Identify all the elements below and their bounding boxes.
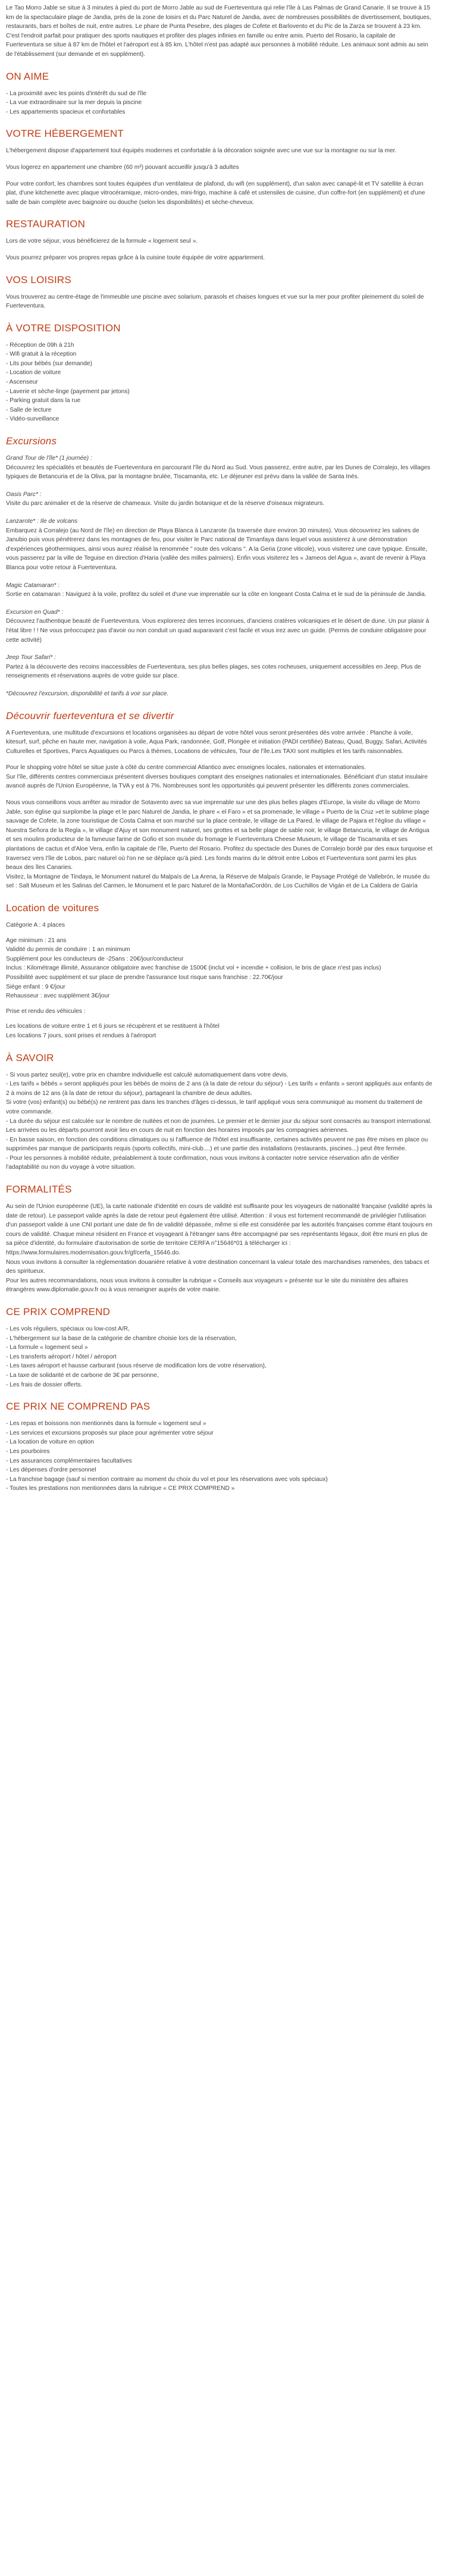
section-title-savoir: À SAVOIR bbox=[6, 1052, 54, 1063]
excursion-block bbox=[6, 490, 433, 509]
excursion-description: Découvrez les spécialités et beautés de Fuerteventura en parcourant l'île du Nord au Sud. Vous passerez, entre autre, par les Dunes de Corralejo, les villages typiques de Betancuria et de la Oliva, par la montagne brulée, Tiscamanita, etc. Le déjeuner est prévu dans la vallée de Santa Inés. bbox=[6, 464, 431, 481]
list-item: - Les tarifs « bébés » seront appliqués pour les bébés de moins de 2 ans (à la date de retour du séjour) - Les tarifs « enfants » seront appliqués aux enfants de 2 à moins de 12 ans (à la date de retour du séjour), partageant la chambre de deux adultes. bbox=[6, 1081, 433, 1097]
restauration-paragraph: Lors de votre séjour, vous bénéficierez de la formule « logement seul ». bbox=[6, 238, 198, 245]
voiture-line: Prise et rendu des véhicules : bbox=[6, 1008, 86, 1015]
intro-paragraph: Le Tao Morro Jable se situe à 3 minutes à pied du port de Morro Jable au sud de Fuerteventura qui relie l'île à Las Palmas de Grand Canarie. Il se trouve à 15 km de la spectaculaire plage de Jandia, près de la zone de loisirs et du Parc Naturel de Jandia, avec de nombreuses possibilités de divertissement, boutiques, restaurants, bars et boîtes de nuit, entre autres. Le phare de Punta Pesebre, des plages de Cofete et Barlovento et du Pic de la Zarza se trouvent à 23 km. C'est l'endroit parfait pour pratiquer des sports nautiques et profiter des plages infinies en famille ou entre amis. Puerto del Rosario, la capitale de Fuerteventura se situe à 87 km de l'hôtel et l'aéroport est à 85 km. L'hôtel n'est pas adapté aux personnes à mobilité réduite. Les animaux sont admis au sein de l'établissement (sur demande et en supplément). bbox=[6, 5, 431, 58]
excursion-title: Oasis Parc* : bbox=[6, 491, 42, 498]
list-item: - Les services et excursions proposés sur place pour agrémenter votre séjour bbox=[6, 1429, 214, 1436]
list-item: - Les repas et boissons non mentionnés dans la formule « logement seul » bbox=[6, 1420, 206, 1427]
section-formalites bbox=[6, 1183, 433, 1295]
section-title-ne-comprend: CE PRIX NE COMPREND PAS bbox=[6, 1401, 151, 1413]
loisirs-paragraph: Vous trouverez au centre-étage de l'immeuble une piscine avec solarium, parasols et chaises longues et vue sur la mer pour profiter pleinement du soleil de Fuerteventura. bbox=[6, 293, 424, 310]
excursion-block bbox=[6, 454, 433, 482]
on-aime-list bbox=[6, 89, 433, 117]
voitures-details bbox=[6, 921, 433, 1041]
list-item: - Location de voiture bbox=[6, 369, 61, 376]
list-item: - Les dépenses d'ordre personnel bbox=[6, 1467, 96, 1474]
section-title-disposition: À VOTRE DISPOSITION bbox=[6, 322, 121, 334]
list-item: - Les assurances complémentaires facultatives bbox=[6, 1457, 132, 1464]
list-item: - L'hébergement sur la base de la catégorie de chambre choisie lors de la réservation, bbox=[6, 1335, 237, 1342]
list-item: - Vidéo-surveillance bbox=[6, 416, 59, 423]
disposition-list bbox=[6, 341, 433, 424]
excursion-title: Magic Catamaran* : bbox=[6, 582, 60, 589]
list-item: - En basse saison, en fonction des conditions climatiques ou si l'affluence de l'hôtel est insuffisante, certaines activités peuvent ne pas être mises en place ou supprimées par manque de participants requis (sports collectifs, mini-club....) et une partie des installations (restaurants, piscines...) peut être fermée. bbox=[6, 1136, 428, 1153]
list-item: - Salle de lecture bbox=[6, 406, 52, 413]
section-title-formalites: FORMALITÉS bbox=[6, 1184, 72, 1196]
voiture-line: Siège enfant : 9 €/jour bbox=[6, 983, 65, 990]
excursion-description: Sortie en catamaran : Naviguez à la voile, profitez du soleil et d'une vue imprenable sur la côte en longeant Costa Calma et le sud de la péninsule de Jandia. bbox=[6, 591, 427, 598]
decouvrir-paragraph: A Fuerteventura, une multitude d'excursions et locations organisées au départ de votre hôtel vous seront présentées dès votre arrivée : Planche à voile, kitesurf, surf, pêche en haute mer, navigation à voile, Aqua Park, randonnée, Golf, Plongée et initiation (PADI certifiée) Bateau, Quad, Buggy, Safari, Activités Culturelles et Sportives, Parcs Aquatiques ou Parcs à thèmes, Locations de véhicules, Tour de l'île.Les TAXI sont multiples et les tarifs raisonnables. bbox=[6, 729, 427, 755]
formalites-paragraph: Au sein de l'Union européenne (UE), la carte nationale d'identité en cours de validité est suffisante pour les voyageurs de nationalité française (validité après la date de retour). Le passeport valide après la date de retour peut également être utilisé. Attention : il vous est fortement recommandé de privilégier l'utilisation d'un passeport valide à une CNI portant une date de fin de validité dépassée, même si elle est considérée par les autorités françaises comme étant toujours en cours de validité. Chaque mineur résident en France et voyageant à l'étranger sans être accompagné par ses représentants légaux, doit être muni en plus de sa pièce d'identité, du formulaire d'autorisation de sortie de territoire CERFA n°15646*01 à télécharger ici : https://www.formulaires.modernisation.gouv.fr/gf/cerfa_15646.do. Nous vous invitons à consulter la réglementation douanière relative à votre destination concernant la valeur totale des marchandises ramenées, des tabacs et des spiritueux. Pour les autres recommandations, nous vous invitons à consulter la rubrique « Conseils aux voyageurs » présente sur le site du ministère des affaires étrangères www.diplomatie.gouv.fr ou à vous renseigner auprès de votre mairie. bbox=[6, 1203, 433, 1294]
excursion-title: Grand Tour de l'île* (1 journée) : bbox=[6, 455, 92, 462]
list-item: Si votre (vos) enfant(s) ou bébé(s) ne rentrent pas dans les tranches d'âges ci-dessus, le tarif appliqué vous sera communiqué au moment du traitement de votre commande. bbox=[6, 1099, 423, 1115]
list-item: - Pour les personnes à mobilité réduite, préalablement à toute confirmation, nous vous invitons à contacter notre service réservation afin de vérifier l'adaptabilité ou non du voyage à votre situation. bbox=[6, 1154, 399, 1171]
list-item: - Ascenseur bbox=[6, 379, 38, 386]
excursion-block bbox=[6, 517, 433, 573]
excursion-note: *Découvrez l'excursion, disponibilité et tarifs à voir sur place. bbox=[6, 690, 169, 697]
list-item: - Les appartements spacieux et confortables bbox=[6, 108, 126, 115]
section-hebergement bbox=[6, 127, 433, 207]
list-item: - La durée du séjour est calculée sur le nombre de nuitées et non de journées. Le premier et le dernier jour du séjour sont consacrés au transport international. Les arrivées ou les départs pourront avoir lieu en cours de nuit en fonction des horaires imposés par les compagnies aériennes. bbox=[6, 1118, 432, 1134]
decouvrir-paragraph: Nous vous conseillons vous arrêter au mirador de Sotavento avec sa vue imprenable sur une des plus belles plages d'Europe, la visite du village de Morro Jable, son église qui surplombe la plage et le parc Naturel de Jandia, le phare « el Faro » et sa promenade, le village « Puerto de la Cruz »et le sublime plage sauvage de Cofete, la zone touristique de Costa Calma et son marché sur la place centrale, le village de La Pared, le village de Pajara et l'église du village « Nuestra Señora de la Regla », le village d'Ajuy et son monument naturel, ses grottes et sa belle plage de sable noir, le village Betancuria, le village de Antigua et ses moulins producteur de la fameuse farine de Gofio et son musée du fromage le Fuerteventura Cheese Museum, le village de Tiscamanita et ses plantations de cactus et d'Aloe Vera, enfin la capitale de l'île, Puerto del Rosario. Profitez du spectacle des Dunes de Corralejo bordé par des eaux turquoise et traversez vers l'île de Lobos, parc naturel où l'on ne se déplace qu'à pied. Les fonds marins du le détroit entre Lobos et Fuerteventura sont parmi les plus beaux des îles Canaries. Visitez, la Montagne de Tindaya, le Monument naturel du Malpaís de La Arena, la Réserve de Malpaís Grande, le Paysage Protégé de Vallebrón, le musée du sel : Salt Museum et les Salinas del Carmen, le Monument et le parc Naturel de la MontañaCordón, de Los Cuchillos de Vigán et de La Caldera de Gairía bbox=[6, 799, 433, 890]
restauration-paragraph: Vous pourrez préparer vos propres repas grâce à la cuisine toute équipée de votre appartement. bbox=[6, 254, 265, 261]
list-item: - Les vols réguliers, spéciaux ou low-cost A/R, bbox=[6, 1326, 130, 1332]
hebergement-paragraph: Vous logerez en appartement une chambre (60 m²) pouvant accueillir jusqu'à 3 adultes bbox=[6, 164, 239, 171]
list-item: - Les frais de dossier offerts. bbox=[6, 1381, 83, 1388]
voiture-line: Les locations 7 jours, sont prises et rendues à l'aéroport bbox=[6, 1032, 156, 1039]
section-voitures bbox=[6, 902, 433, 1041]
section-title-decouvrir: Découvrir fuerteventura et se divertir bbox=[6, 710, 174, 721]
section-comprend bbox=[6, 1306, 433, 1389]
section-title-loisirs: VOS LOISIRS bbox=[6, 274, 71, 285]
list-item: - Les pourboires bbox=[6, 1448, 50, 1455]
hebergement-paragraph: Pour votre confort, les chambres sont toutes équipées d'un ventilateur de plafond, du wifi (en supplément), d'un salon avec canapé-lit et TV satellite à écran plat, d'une kitchenette avec plaque vitrocéramique, micro-ondes, mini-frigo, machine à café et ustensiles de cuisine, d'un coffre-fort (en supplément) et d'une salle de bain complète avec baignoire ou douche (selon les disponibilités) et sèche-cheveux. bbox=[6, 180, 425, 206]
list-item: - Réception de 09h à 21h bbox=[6, 341, 74, 349]
section-ne-comprend bbox=[6, 1400, 433, 1493]
excursion-block bbox=[6, 581, 433, 600]
list-item: - Les transferts aéroport / hôtel / aéroport bbox=[6, 1353, 117, 1360]
voiture-line: Les locations de voiture entre 1 et 6 jours se récupèrent et se restituent à l'hôtel bbox=[6, 1023, 220, 1030]
comprend-list bbox=[6, 1325, 433, 1389]
spacer bbox=[6, 930, 433, 936]
voiture-line: Inclus : Kilométrage illimité, Assurance obligatoire avec franchise de 1500€ (inclut vol + incendie + collision, le bris de glace n'est pas inclus) bbox=[6, 965, 381, 972]
excursion-title: Excursion en Quad* : bbox=[6, 608, 64, 616]
spacer bbox=[6, 1016, 433, 1022]
list-item: - La taxe de solidarité et de carbone de 3€ par personne, bbox=[6, 1372, 159, 1379]
voiture-line: Rehausseur : avec supplément 3€/jour bbox=[6, 993, 110, 1000]
voiture-line: Possibilité avec supplément et sur place de prendre l'assurance tout risque sans franchise : 22.70€/jour bbox=[6, 974, 283, 981]
list-item: - La vue extraordinaire sur la mer depuis la piscine bbox=[6, 99, 142, 106]
decouvrir-paragraph: Pour le shopping votre hôtel se situe juste à côté du centre commercial Atlantico avec enseignes locales, nationales et internationales. Sur l'île, différents centres commerciaux présentent diverses boutiques comptant des enseignes nationales et internationales. Bénéficiant d'un statut insulaire avancé auprès de l'Union Européenne, la TVA y est à 7%. Nombreuses sont les opportunités qui peuvent présenter les différents zones commerciales. bbox=[6, 764, 428, 790]
list-item: - Si vous partez seul(e), votre prix en chambre individuelle est calculé automatiquement dans votre devis. bbox=[6, 1071, 289, 1078]
voiture-line: Supplément pour les conducteurs de -25ans : 20€/jour/conducteur bbox=[6, 955, 184, 962]
list-item: - La formule « logement seul » bbox=[6, 1344, 88, 1351]
savoir-list bbox=[6, 1071, 433, 1173]
list-item: - Wifi gratuit à la réception bbox=[6, 351, 77, 358]
list-item: - Les taxes aéroport et hausse carburant (sous réserve de modification lors de votre réservation), bbox=[6, 1363, 267, 1370]
hebergement-paragraph: L'hébergement dispose d'appartement tout équipés modernes et confortable à la décoration soignée avec une vue sur la montagne ou sur la mer. bbox=[6, 148, 397, 155]
section-title-on-aime: ON AIME bbox=[6, 70, 49, 82]
section-title-restauration: RESTAURATION bbox=[6, 218, 86, 230]
excursion-block bbox=[6, 653, 433, 681]
excursion-title: Jeep Tour Safari* : bbox=[6, 654, 57, 661]
section-title-hebergement: VOTRE HÉBERGEMENT bbox=[6, 128, 124, 140]
excursion-description: Partez à la découverte des recoins inaccessibles de Fuerteventura, ses plus belles plages, ses cotes rocheuses, uniquement accessibles en Jeep. Plus de renseignements et réservations auprès de votre guide sur place. bbox=[6, 663, 421, 680]
list-item: - Laverie et sèche-linge (payement par jetons) bbox=[6, 388, 130, 395]
list-item: - Toutes les prestations non mentionnées dans la rubrique « CE PRIX COMPREND » bbox=[6, 1485, 235, 1492]
excursion-description: Découvrez l'authentique beauté de Fuerteventura. Vous explorerez des terres inconnues, d'anciens cratères volcaniques et le désert de dune. Un pur plaisir à l'état libre ! ! Ne vous préoccupez pas d'avoir ou non conduit un quad auparavant c'est facile et vous irez avec un guide. (Permis de conduire obligatoire pour cette activité) bbox=[6, 618, 430, 644]
excursion-description: Embarquez à Corralejo (au Nord de l'île) en direction de Playa Blanca à Lanzarote (la traversée dure environ 30 minutes). Vous découvrirez les salines de Janubio puis vous pénétrerez dans les montagnes de feu, pour visiter le Parc national de Timanfaya dans lequel vous assisterez à une démonstration d'expériences géothermiques, ainsi vous aurez réalisé la renommée " route des volcans ". A la Geria (zone viticole), vous visiterez une cave typique. Ensuite, vous passerez par la ville de Teguise en direction d'Haria (vallée des milles palmiers). Enfin vous visiterez les « Jameos del Agua », avant de revenir à Playa Blanca pour votre retour à Fuerteventura. bbox=[6, 527, 427, 571]
section-disposition bbox=[6, 322, 433, 424]
section-loisirs bbox=[6, 274, 433, 311]
section-decouvrir bbox=[6, 710, 433, 892]
list-item: - La location de voiture en option bbox=[6, 1439, 94, 1446]
voiture-line: Catégorie A : 4 places bbox=[6, 922, 65, 928]
ne-comprend-list bbox=[6, 1419, 433, 1493]
section-on-aime bbox=[6, 70, 433, 117]
section-restauration bbox=[6, 218, 433, 262]
section-title-comprend: CE PRIX COMPREND bbox=[6, 1306, 111, 1317]
section-excursions bbox=[6, 435, 433, 698]
list-item: - La proximité avec les points d'intérêt du sud de l'île bbox=[6, 90, 147, 97]
section-title-excursions: Excursions bbox=[6, 435, 57, 447]
spacer bbox=[6, 1001, 433, 1007]
section-title-voitures: Location de voitures bbox=[6, 902, 99, 914]
list-item: - La franchise bagage (sauf si mention contraire au moment du choix du vol et pour les réservations avec vols spéciaux) bbox=[6, 1476, 328, 1483]
section-savoir bbox=[6, 1052, 433, 1173]
voiture-line: Age minimum : 21 ans bbox=[6, 937, 67, 944]
excursion-title: Lanzarote* : Ile de volcans bbox=[6, 518, 78, 525]
voiture-line: Validité du permis de conduire : 1 an minimum bbox=[6, 946, 130, 953]
list-item: - Parking gratuit dans la rue bbox=[6, 397, 81, 404]
excursion-block bbox=[6, 608, 433, 645]
excursion-description: Visite du parc animalier et de la réserve de chameaux. Visite du jardin botanique et de la réserve d'oiseaux migrateurs. bbox=[6, 500, 325, 507]
list-item: - Lits pour bébés (sur demande) bbox=[6, 360, 92, 367]
